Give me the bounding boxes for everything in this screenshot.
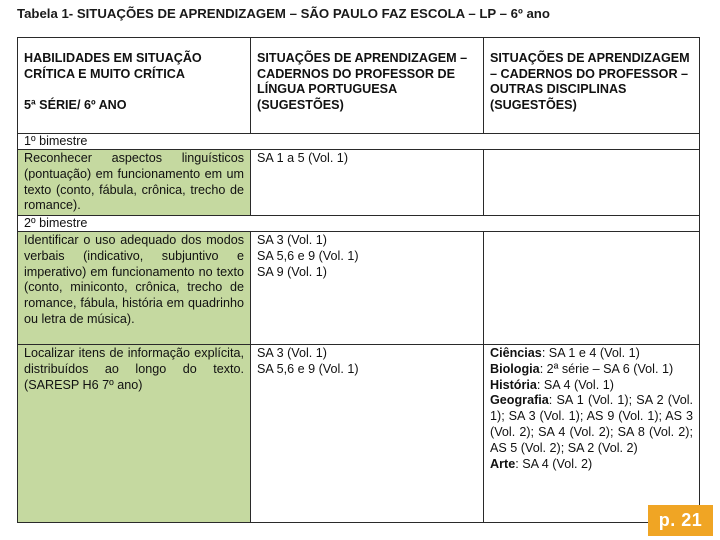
lp-item: SA 9 (Vol. 1) — [257, 264, 328, 279]
page-number-badge: p. 21 — [648, 505, 713, 536]
lp-item: SA 5,6 e 9 (Vol. 1) — [257, 248, 359, 263]
habilidade-cell: Identificar o uso adequado dos modos verbais (indicativo, subjuntivo e imperativo) em funcionamento no texto (conto, miniconto, crônica, trecho de romance, fábula, história em quadrinho ou letra de música). — [18, 232, 251, 345]
discipline-name: Ciências — [490, 346, 542, 360]
outras-cell — [484, 232, 700, 345]
header-row — [18, 38, 700, 134]
table-row — [18, 345, 700, 523]
table-row — [18, 232, 700, 345]
habilidade-cell: Reconhecer aspectos linguísticos (pontuação) em funcionamento em um texto (conto, fábula, crônica, trecho de romance). — [18, 150, 251, 216]
table-row — [18, 150, 700, 216]
outras-item-historia — [490, 378, 693, 394]
discipline-name: Arte — [490, 456, 516, 471]
discipline-refs: : SA 1 (Vol. 1); SA 2 (Vol. 1); SA 3 (Vol. 1); AS 9 (Vol. 1); AS 3 (Vol. 2); SA 4 (Vol. 2); SA 8 (Vol. 2); AS 5 (Vol. 2); SA 2 (Vol. 2) — [490, 393, 693, 455]
lp-item: SA 5,6 e 9 (Vol. 1) — [257, 361, 359, 376]
discipline-name: Geografia — [490, 393, 549, 408]
bimestre-row-2 — [18, 216, 700, 232]
discipline-name: História — [490, 377, 537, 392]
discipline-refs: : SA 4 (Vol. 2) — [515, 456, 593, 471]
bimestre-row-1 — [18, 134, 700, 150]
learning-situations-table — [17, 37, 700, 523]
bimestre-2-label: 2º bimestre — [18, 216, 700, 232]
lp-cell — [251, 345, 484, 523]
outras-item-arte — [490, 457, 693, 473]
header-lp: SITUAÇÕES DE APRENDIZAGEM – CADERNOS DO PROFESSOR DE LÍNGUA PORTUGUESA (SUGESTÕES) — [251, 38, 484, 134]
habilidade-cell: Localizar itens de informação explícita, distribuídos ao longo do texto. (SARESP H6 7º ano) — [18, 345, 251, 523]
lp-item: SA 3 (Vol. 1) — [257, 346, 328, 360]
outras-item-biologia — [490, 362, 693, 378]
discipline-name: Biologia — [490, 361, 540, 376]
discipline-refs: : SA 4 (Vol. 1) — [536, 377, 614, 392]
header-habilidades — [18, 38, 251, 134]
outras-cell — [484, 345, 700, 523]
lp-item: SA 3 (Vol. 1) — [257, 233, 328, 247]
discipline-refs: : 2ª série – SA 6 (Vol. 1) — [539, 361, 674, 376]
page-title: Tabela 1- SITUAÇÕES DE APRENDIZAGEM – SÃO PAULO FAZ ESCOLA – LP – 6º ano — [17, 6, 550, 21]
discipline-refs: : SA 1 e 4 (Vol. 1) — [541, 346, 640, 360]
bimestre-1-label: 1º bimestre — [18, 134, 700, 150]
lp-item: SA 1 a 5 (Vol. 1) — [257, 151, 349, 165]
lp-cell — [251, 232, 484, 345]
outras-item-ciencias — [490, 346, 693, 362]
outras-item-geografia — [490, 393, 693, 456]
header-outras: SITUAÇÕES DE APRENDIZAGEM – CADERNOS DO PROFESSOR – OUTRAS DISCIPLINAS (SUGESTÕES) — [484, 38, 700, 134]
header-habilidades-title: HABILIDADES EM SITUAÇÃO CRÍTICA E MUITO CRÍTICA — [24, 51, 202, 81]
header-grade: 5ª SÉRIE/ 6º ANO — [24, 98, 127, 112]
outras-cell — [484, 150, 700, 216]
lp-cell — [251, 150, 484, 216]
